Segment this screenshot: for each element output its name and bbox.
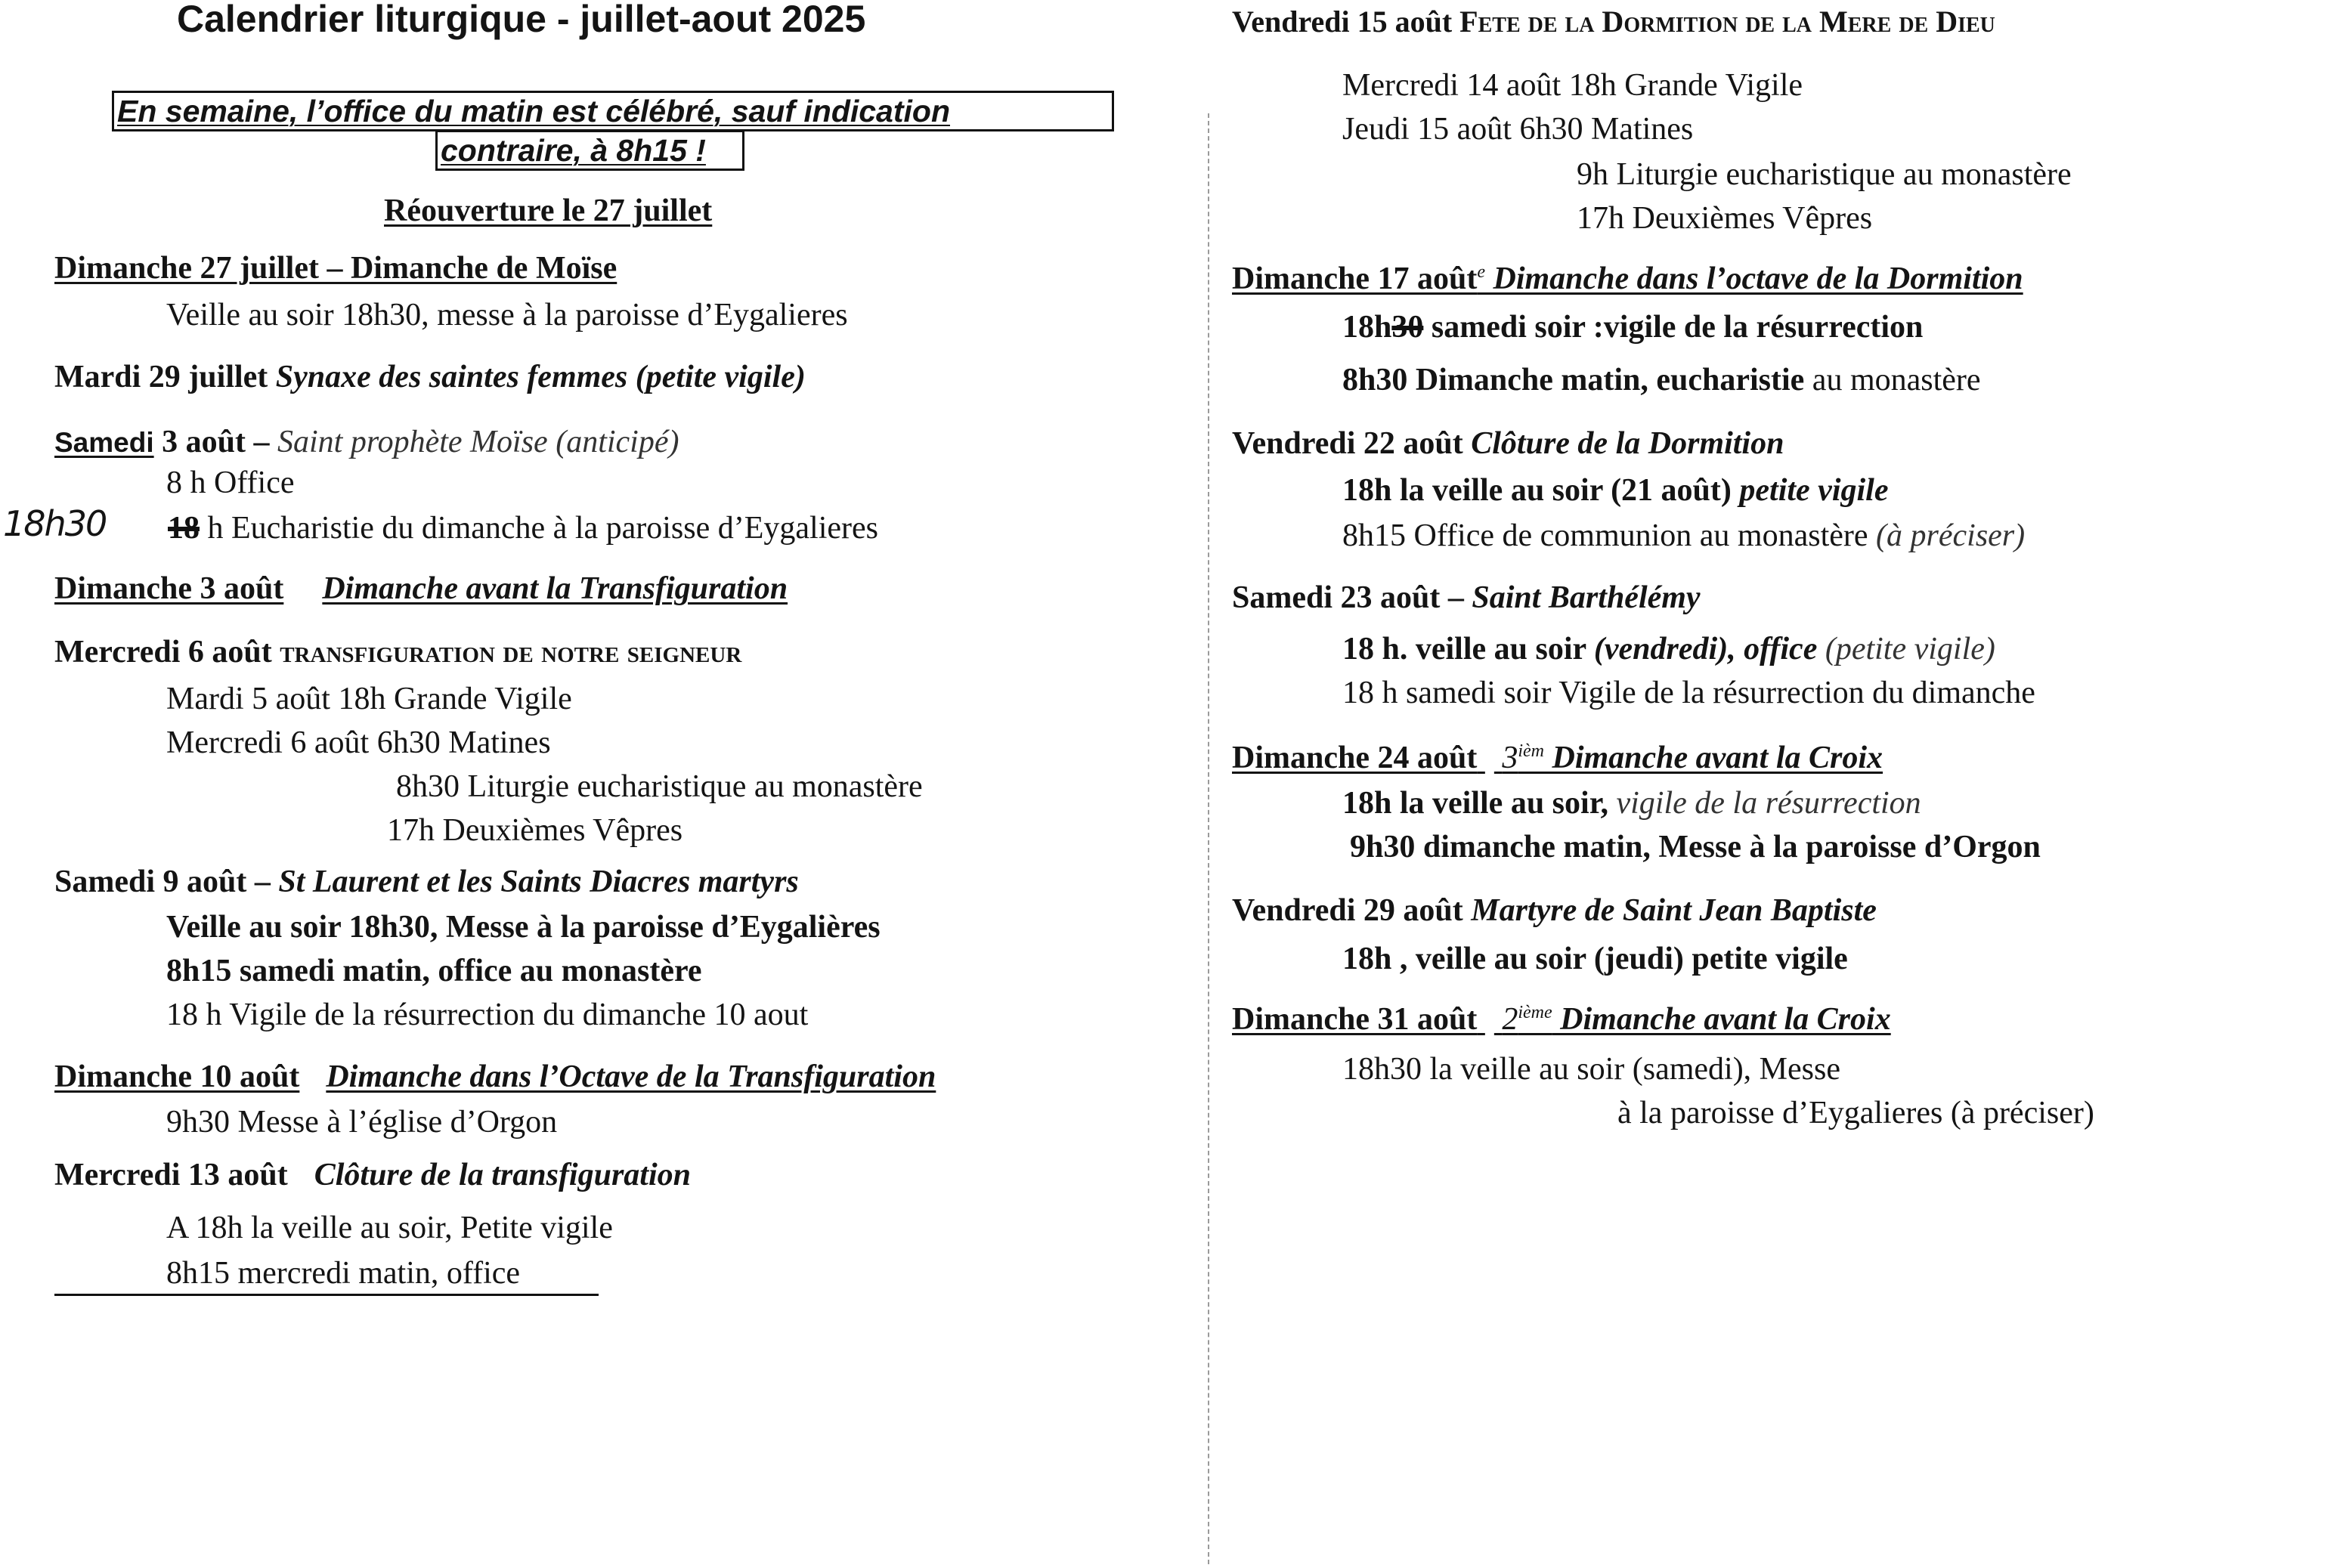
entry-heading (1232, 3, 1995, 41)
entry-line: 18h30 la veille au soir (samedi), Messe (1342, 1052, 1840, 1087)
entry-text: samedi soir :vigile de la résurrection (1423, 310, 1924, 345)
entry-heading (54, 1156, 691, 1194)
entry-line: 18h , veille au soir (jeudi) petite vigile (1342, 942, 1848, 976)
reopening-date: Réouverture le 27 juillet (384, 193, 713, 228)
entry-text: 8h30 Dimanche matin, eucharistie (1342, 363, 1805, 397)
superscript: ièm (1518, 741, 1544, 761)
entry-line: 9h Liturgie eucharistique au monastère (1577, 157, 2072, 192)
entry-line: 8h15 samedi matin, office au monastère (166, 954, 702, 988)
entry-date: Dimanche 3 août (54, 571, 284, 606)
entry-line: 8h30 Liturgie eucharistique au monastère (396, 769, 923, 804)
entry-date: Dimanche 24 août (1232, 741, 1478, 775)
entry-date: Samedi (54, 427, 154, 458)
entry-feast: transfiguration de notre seigneur (280, 635, 742, 670)
entry-heading (1232, 260, 2023, 298)
entry-heading (1232, 579, 1701, 617)
entry-date: Dimanche 17 août (1232, 261, 1478, 296)
entry-heading (1232, 1000, 1891, 1038)
entry-text: 18 h. veille au soir (1342, 632, 1594, 666)
entry-feast: Dimanche avant la Croix (1544, 741, 1883, 775)
entry-feast: Synaxe des saintes femmes (petite vigile) (275, 360, 806, 394)
entry-heading (1232, 425, 1784, 462)
superscript: e (1477, 262, 1485, 282)
page-title: Calendrier liturgique - juillet-aout 2025 (177, 0, 866, 40)
entry-date: Samedi 23 août – (1232, 580, 1464, 615)
entry-feast: Saint Barthélémy (1472, 580, 1701, 615)
bottom-rule (54, 1294, 599, 1296)
entry-line: Mardi 5 août 18h Grande Vigile (166, 682, 572, 716)
entry-feast: Dimanche avant la Transfiguration (322, 571, 788, 606)
entry-line (1342, 472, 1888, 509)
entry-feast: Clôture de la Dormition (1471, 426, 1784, 461)
entry-line: 18 h samedi soir Vigile de la résurrection du dimanche (1342, 676, 2035, 710)
entry-date: Mercredi 13 août (54, 1158, 288, 1192)
entry-feast: Martyre de Saint Jean Baptiste (1471, 893, 1877, 928)
entry-heading (54, 863, 799, 901)
entry-date: Vendredi 29 août (1232, 893, 1463, 928)
entry-text: 18h la veille au soir (21 août) (1342, 473, 1732, 508)
dash: – (245, 425, 277, 459)
entry-heading (1232, 739, 1883, 777)
ordinal-number: 3 (1502, 741, 1518, 775)
entry-date: Vendredi 22 août (1232, 426, 1463, 461)
entry-text: 18h (1342, 310, 1392, 345)
entry-date: 3 août (153, 425, 246, 459)
crossed-out-time: 30 (1391, 310, 1424, 345)
entry-text: (à préciser) (1876, 518, 2026, 553)
entry-text: au monastère (1804, 363, 1981, 397)
entry-line (1342, 361, 1981, 399)
entry-feast: Clôture de la transfiguration (314, 1158, 691, 1192)
entry-feast: St Laurent et les Saints Diacres martyrs (278, 864, 799, 899)
entry-line: Jeudi 15 août 6h30 Matines (1342, 112, 1694, 147)
entry-heading (1232, 892, 1877, 929)
entry-text: h Eucharistie du dimanche à la paroisse d’Eygalieres (200, 511, 878, 546)
entry-line: Mercredi 6 août 6h30 Matines (166, 725, 551, 760)
entry-line: 17h Deuxièmes Vêpres (1577, 201, 1873, 236)
entry-line: Veille au soir 18h30, Messe à la paroisse d’Eygalières (166, 910, 881, 945)
entry-date: Mercredi 6 août (54, 635, 272, 670)
entry-line: 9h30 Messe à l’église d’Orgon (166, 1105, 558, 1140)
superscript: ième (1518, 1003, 1552, 1022)
entry-line: 8 h Office (166, 465, 295, 500)
entry-line (168, 509, 878, 547)
entry-heading (54, 633, 741, 671)
entry-line: 18 h Vigile de la résurrection du dimanche 10 aout (166, 997, 809, 1032)
entry-line (1342, 517, 2025, 555)
entry-feast: Dimanche dans l’Octave de la Transfiguration (326, 1059, 936, 1094)
entry-heading (54, 358, 806, 396)
handwritten-correction: 18h30 (3, 503, 107, 544)
entry-text: 8h15 Office de communion au monastère (1342, 518, 1877, 553)
entry-feast: Dimanche avant la Croix (1552, 1002, 1891, 1037)
entry-line: Veille au soir 18h30, messe à la paroisse d’Eygalieres (166, 298, 848, 332)
entry-heading (54, 1058, 936, 1096)
entry-line (1342, 630, 1995, 668)
crossed-out-time: 18 (168, 511, 200, 546)
entry-text: (petite vigile) (1817, 632, 1995, 666)
entry-text: (vendredi), office (1593, 632, 1818, 666)
entry-line: Mercredi 14 août 18h Grande Vigile (1342, 68, 1803, 103)
ordinal-number: 2 (1502, 1002, 1518, 1037)
entry-date: Dimanche 27 juillet – Dimanche de Moïse (54, 251, 618, 286)
entry-date: Mardi 29 juillet (54, 360, 268, 394)
entry-date: Dimanche 31 août (1232, 1002, 1478, 1037)
entry-feast: Saint prophète Moïse (anticipé) (277, 425, 679, 459)
entry-date: Vendredi 15 août (1232, 5, 1453, 39)
entry-feast: Fete de la Dormition de la Mere de Dieu (1459, 5, 1995, 39)
entry-text: 18h la veille au soir, (1342, 786, 1617, 821)
entry-date: Dimanche 10 août (54, 1059, 300, 1094)
entry-line: 8h15 mercredi matin, office (166, 1256, 521, 1291)
entry-feast: Dimanche dans l’octave de la Dormition (1485, 261, 2023, 296)
entry-line: 17h Deuxièmes Vêpres (387, 813, 683, 848)
entry-date: Samedi 9 août – (54, 864, 271, 899)
entry-line (1342, 308, 1923, 346)
entry-text: vigile de la résurrection (1616, 786, 1921, 821)
entry-heading (54, 570, 788, 608)
notice-line-2: contraire, à 8h15 ! (435, 130, 744, 171)
entry-line: à la paroisse d’Eygalieres (à préciser) (1617, 1096, 2094, 1130)
column-divider (1208, 113, 1209, 1564)
entry-text: petite vigile (1731, 473, 1889, 508)
entry-line (1342, 784, 1921, 822)
entry-heading (54, 423, 679, 462)
entry-line: 9h30 dimanche matin, Messe à la paroisse d’Orgon (1350, 830, 2041, 864)
notice-line-1: En semaine, l’office du matin est célébré, sauf indication (112, 91, 1114, 131)
entry-line: A 18h la veille au soir, Petite vigile (166, 1211, 613, 1245)
